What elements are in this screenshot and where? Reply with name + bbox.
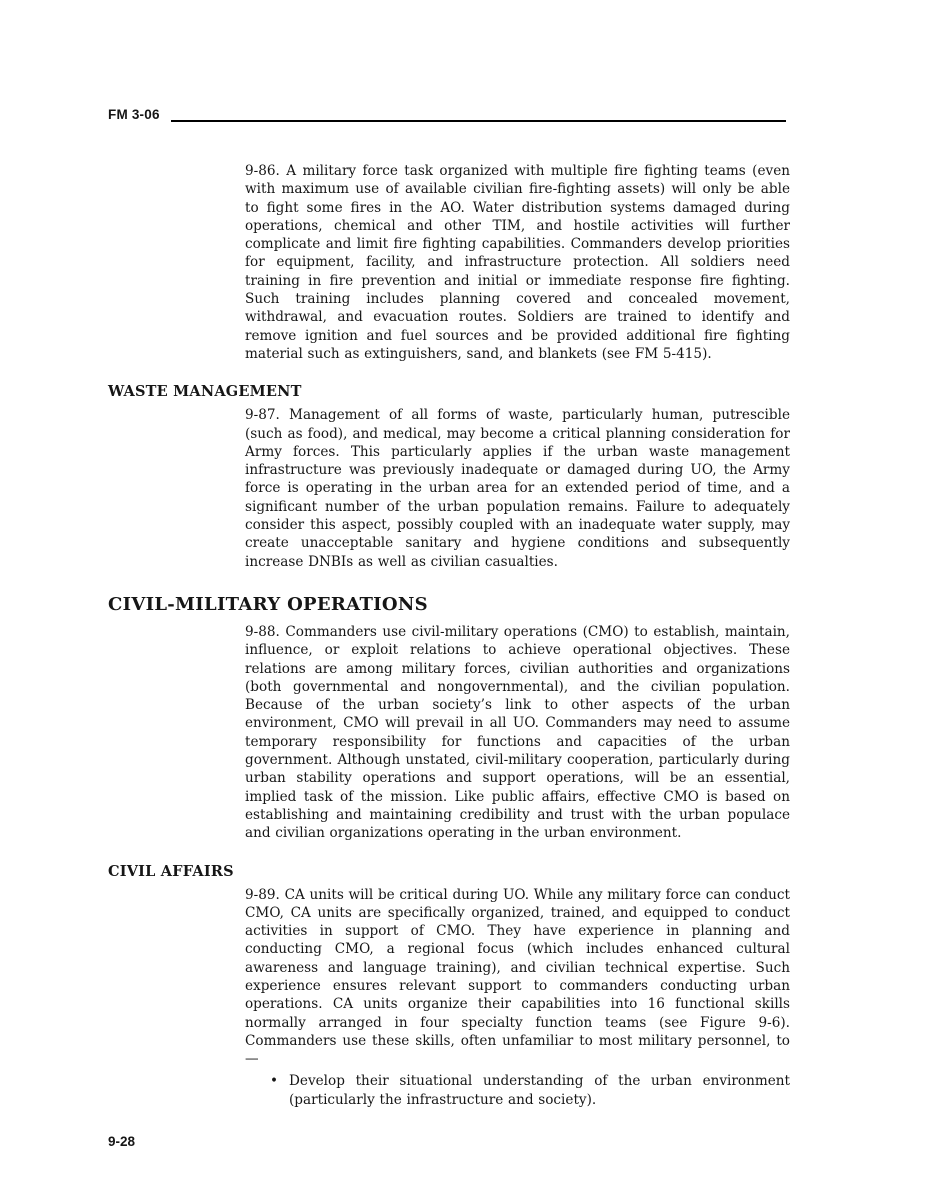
document-id: FM 3-06 [108,107,160,122]
heading-civil-affairs: CIVIL AFFAIRS [108,862,234,880]
page-number: 9-28 [108,1134,136,1149]
paragraph-9-86: 9-86. A military force task organized with multiple fire fighting teams (even with maximum use of available civilian fire-fighting assets) will only be able to fight some fires in the AO. Water distribution systems damaged during operations, chemical and other TIM, and hostile activities will further complicate and limit fire fighting capabilities. Commanders develop priorities for equipment, facility, and infrastructure protection. All soldiers need training in fire prevention and initial or immediate response fire fighting. Such training includes planning covered and concealed movement, withdrawal, and evacuation routes. Soldiers are trained to identify and remove ignition and fuel sources and be provided additional fire fighting material such as extinguishers, sand, and blankets (see FM 5-415). [245,163,790,362]
paragraph-9-89: 9-89. CA units will be critical during UO. While any military force can conduct CMO, CA units are specifically organized, trained, and equipped to conduct activities in support of CMO. They have experience in planning and conducting CMO, a regional focus (which includes enhanced cultural awareness and language training), and civilian technical expertise. Such experience ensures relevant support to commanders conducting urban operations. CA units organize their capabilities into 16 functional skills normally arranged in four specialty function teams (see Figure 9-6). Commanders use these skills, often unfamiliar to most military personnel, to— [245,886,791,1068]
heading-waste-management: WASTE MANAGEMENT [108,383,302,401]
header-rule [171,120,786,122]
page-content [108,162,790,1109]
paragraph-9-88: 9-88. Commanders use civil-military operations (CMO) to establish, maintain, influence, or exploit relations to achieve operational objectives. These relations are among military forces, civilian authorities and organizations (both governmental and nongovernmental), and the civilian population. Because of the urban society’s link to other aspects of the urban environment, CMO will prevail in all UO. Commanders may need to assume temporary responsibility for functions and capacities of the urban government. Although unstated, civil-military cooperation, particularly during urban stability operations and support operations, will be an essential, implied task of the mission. Like public affairs, effective CMO is based on establishing and maintaining credibility and trust with the urban populace and civilian organizations operating in the urban environment. [245,623,790,842]
heading-civil-military-operations: CIVIL-MILITARY OPERATIONS [108,593,428,615]
paragraph-9-87: 9-87. Management of all forms of waste, particularly human, putrescible (such as food), and medical, may become a critical planning consideration for Army forces. This particularly applies if the urban waste management infrastructure was previously inadequate or damaged during UO, the Army force is operating in the urban area for an extended period of time, and a significant number of the urban population remains. Failure to adequately consider this aspect, possibly coupled with an inadequate water supply, may create unacceptable sanitary and hygiene conditions and subsequently increase DNBIs as well as civilian casualties. [245,407,790,570]
bullet-item-situational-understanding: • Develop their situational understanding of the urban environment (particularly the infrastructure and society). [268,1072,790,1109]
civil-affairs-bullet-list [268,1072,790,1109]
running-header [108,107,786,123]
